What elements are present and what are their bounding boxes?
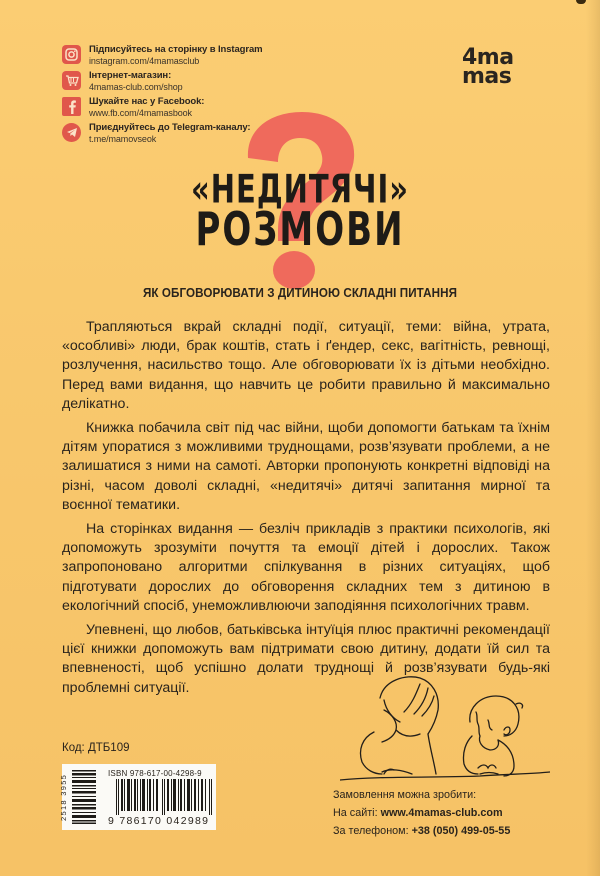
social-title: Приєднуйтесь до Telegram-каналу: bbox=[89, 122, 251, 133]
order-phone-label: За телефоном: bbox=[333, 825, 412, 837]
spine-shadow bbox=[586, 0, 600, 876]
book-title-line-2: РОЗМОВИ bbox=[195, 203, 405, 257]
social-url[interactable]: 4mamas-club.com/shop bbox=[89, 82, 183, 92]
shopping-cart-icon bbox=[62, 71, 81, 90]
social-title: Підписуйтесь на сторінку в Instagram bbox=[89, 44, 263, 55]
order-site-link[interactable]: www.4mamas-club.com bbox=[380, 807, 503, 819]
ean-barcode-icon bbox=[116, 779, 212, 815]
social-url[interactable]: www.fb.com/4mamasbook bbox=[89, 108, 192, 118]
logo-line-1: 4ma bbox=[462, 45, 514, 70]
description-paragraph: На сторінках видання — безліч прикладів з практики психологів, які допоможуть зрозуміти почуття та емоції дітей і дорослих. Також запропоновано алгоритми спілкування в різних ситуаціях, щоб підготувати дорослих до обговорення складних тем з дитиною в екологічний спосіб, унеможливлюючи заподіяння психологічних травм. bbox=[62, 521, 550, 614]
social-item-instagram[interactable] bbox=[62, 44, 322, 70]
small-barcode-icon bbox=[68, 770, 96, 824]
order-info bbox=[333, 786, 510, 840]
mother-child-illustration bbox=[340, 670, 550, 782]
facebook-icon bbox=[62, 97, 81, 116]
order-heading: Замовлення можна зробити: bbox=[333, 789, 477, 801]
order-site-row bbox=[333, 804, 510, 822]
product-code: Код: ДТБ109 bbox=[62, 742, 130, 754]
isbn-number: ISBN 978-617-00-4298-9 bbox=[108, 769, 202, 778]
description-paragraph: Упевнені, що любов, батьківська інтуїція плюс практичні рекомендації цієї книжки допоможуть вам підтримати свою дитину, додати їй сил та впевненості, щоб успішно долати труднощі й розв’язувати будь-які проблемні ситуації. bbox=[62, 622, 550, 696]
description bbox=[62, 318, 550, 703]
order-site-label: На сайті: bbox=[333, 807, 381, 819]
order-phone-number[interactable]: +38 (050) 499-05-55 bbox=[411, 825, 511, 837]
social-title: Інтернет-магазин: bbox=[89, 70, 172, 81]
social-url[interactable]: instagram.com/4mamasclub bbox=[89, 56, 200, 66]
logo-line-2: mas bbox=[462, 64, 512, 89]
social-url[interactable]: t.me/mamovseok bbox=[89, 134, 157, 144]
publisher-logo bbox=[462, 45, 542, 89]
order-phone-row bbox=[333, 822, 510, 840]
instagram-icon bbox=[62, 45, 81, 64]
isbn-barcode bbox=[59, 764, 216, 830]
ean-digits: 9 786170 042989 bbox=[108, 815, 210, 827]
description-paragraph: Книжка побачила світ під час війни, щоби допомогти батькам та їхнім дітям упоратися з можливими труднощами, розв’язувати проблеми, а не залишатися з ними на самоті. Авторки пропонують конкретні відповіді на різні, часом доволі складні, «недитячі» дитячі запитання мирної та воєнної тематики. bbox=[62, 420, 550, 513]
barcode-side-digits: 2518 3955 bbox=[59, 773, 68, 821]
description-paragraph: Трапляються вкрай складні події, ситуації, теми: війна, утрата, «особливі» люди, брак коштів, стать і ґендер, секс, вагітність, ревнощі, розлучення, насильство тощо. Але обговорювати їх із дітьми необхідно. Перед вами видання, що навчить це робити правильно й максимально делікатно. bbox=[62, 319, 550, 412]
telegram-icon bbox=[62, 123, 81, 142]
book-title-line-1: «НЕДИТЯЧІ» bbox=[191, 166, 409, 212]
social-title: Шукайте нас у Facebook: bbox=[89, 96, 205, 107]
book-subtitle: ЯК ОБГОВОРЮВАТИ З ДИТИНОЮ СКЛАДНІ ПИТАННЯ bbox=[142, 286, 458, 300]
social-item-shop[interactable] bbox=[62, 70, 322, 96]
